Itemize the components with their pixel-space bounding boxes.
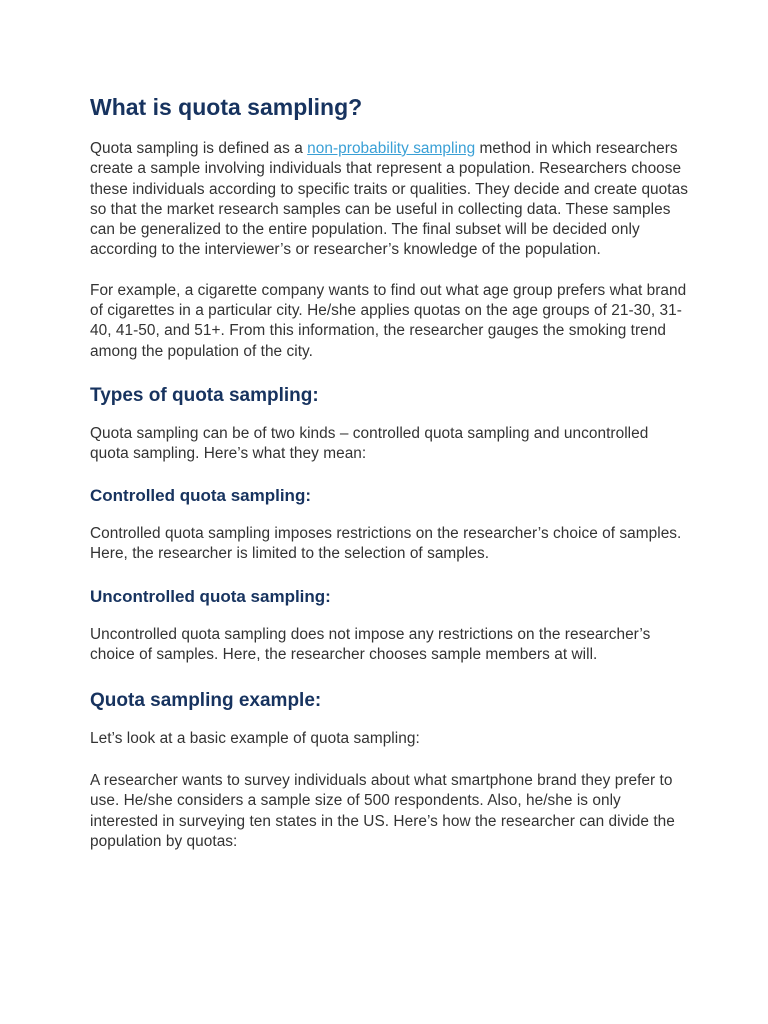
controlled-paragraph: Controlled quota sampling imposes restrictions on the researcher’s choice of samples. Here, the researcher is limited to the selection of samples. [90, 524, 682, 562]
document-page [90, 93, 690, 852]
intro-text-before-link: Quota sampling is defined as a [90, 140, 308, 157]
non-probability-sampling-link[interactable]: non-probability sampling [307, 140, 476, 157]
uncontrolled-heading: Uncontrolled quota sampling: [90, 587, 331, 607]
uncontrolled-paragraph: Uncontrolled quota sampling does not impose any restrictions on the researcher’s choice of samples. Here, the researcher chooses sample members at will. [90, 626, 651, 664]
example-heading: Quota sampling example: [90, 689, 322, 711]
example-detail-paragraph: A researcher wants to survey individuals about what smartphone brand they prefer to use. He/she considers a sample size of 500 respondents. Also, he/she is only interested in surveying ten states in the US. Here’s how the researcher can divide the population by quotas: [90, 772, 675, 850]
intro-paragraph [90, 139, 690, 261]
types-paragraph: Quota sampling can be of two kinds – controlled quota sampling and uncontrolled quota sampling. Here’s what they mean: [90, 424, 649, 463]
example-lead-paragraph: Let’s look at a basic example of quota sampling: [90, 729, 420, 747]
page-title: What is quota sampling? [90, 94, 363, 120]
types-heading: Types of quota sampling: [90, 384, 319, 406]
intro-text-after-link: method in which researchers create a sample involving individuals that represent a population. Researchers choose these individuals according to specific traits or qualities. They decide and create quotas so that the market research samples can be useful in collecting data. These samples can be generalized to the entire population. The final subset will be decided only according to the interviewer’s or researcher’s knowledge of the population. [90, 140, 688, 259]
controlled-heading: Controlled quota sampling: [90, 485, 311, 505]
example-paragraph: For example, a cigarette company wants to find out what age group prefers what brand of cigarettes in a particular city. He/she applies quotas on the age groups of 21-30, 31-40, 41-50, and 51+. From this information, the researcher gauges the smoking trend among the population of the city. [90, 281, 687, 360]
